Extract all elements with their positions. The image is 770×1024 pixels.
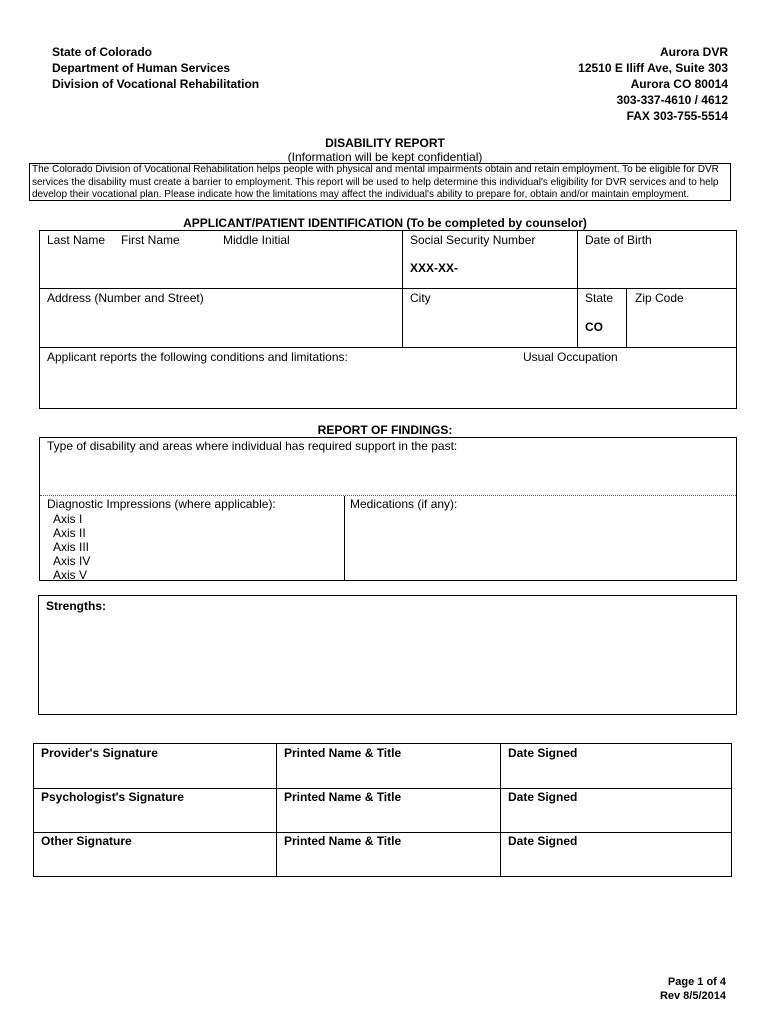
first-name-label: First Name <box>121 233 180 247</box>
signature-label: Psychologist's Signature <box>41 790 184 804</box>
city-label: City <box>410 291 431 305</box>
date-signed-field[interactable] <box>501 744 731 788</box>
dob-label: Date of Birth <box>585 233 652 247</box>
disability-type-label: Type of disability and areas where individual has required support in the past: <box>47 439 458 453</box>
axis-label: Axis IV <box>53 554 91 568</box>
agency-line: State of Colorado <box>52 45 153 59</box>
last-name-label: Last Name <box>47 233 106 247</box>
agency-block <box>52 44 259 92</box>
occupation-field[interactable] <box>501 348 736 408</box>
signature-row <box>34 833 733 877</box>
ssn-value: XXX-XX- <box>410 261 459 275</box>
identification-section-title: APPLICANT/PATIENT IDENTIFICATION (To be completed by counselor) <box>183 216 587 230</box>
printed-name-label: Printed Name & Title <box>284 834 402 848</box>
printed-name-field[interactable] <box>277 833 500 876</box>
signature-row <box>34 744 733 788</box>
ssn-label: Social Security Number <box>410 233 536 247</box>
page-number: Page 1 of 4 <box>667 976 726 988</box>
printed-name-label: Printed Name & Title <box>284 790 402 804</box>
report-subtitle: (Information will be kept confidential) <box>287 150 483 164</box>
signature-label: Provider's Signature <box>41 746 158 760</box>
office-line: 12510 E Iliff Ave, Suite 303 <box>578 61 728 75</box>
date-signed-label: Date Signed <box>508 790 578 804</box>
axis-label: Axis I <box>53 512 83 526</box>
printed-name-field[interactable] <box>277 744 500 788</box>
city-field[interactable] <box>403 289 577 347</box>
dob-field[interactable] <box>578 231 736 288</box>
medications-field[interactable] <box>345 496 736 580</box>
medications-label: Medications (if any): <box>350 497 458 511</box>
intro-paragraph <box>29 163 731 201</box>
date-signed-field[interactable] <box>501 833 731 876</box>
middle-initial-label: Middle Initial <box>223 233 290 247</box>
provider-signature-field[interactable] <box>34 744 276 788</box>
page-footer <box>660 975 726 1003</box>
axis-label: Axis II <box>53 526 86 540</box>
zip-field[interactable] <box>627 289 736 347</box>
other-signature-field[interactable] <box>34 833 276 876</box>
date-signed-field[interactable] <box>501 789 731 832</box>
state-field[interactable] <box>578 289 626 347</box>
diagnostic-label: Diagnostic Impressions (where applicable): <box>47 497 276 511</box>
office-line: FAX 303-755-5514 <box>626 109 728 123</box>
agency-line: Department of Human Services <box>52 61 231 75</box>
address-label: Address (Number and Street) <box>47 291 204 305</box>
findings-section-title: REPORT OF FINDINGS: <box>317 423 453 437</box>
state-label: State <box>585 291 614 305</box>
signature-table <box>33 743 732 877</box>
ssn-field[interactable] <box>403 231 577 288</box>
printed-name-label: Printed Name & Title <box>284 746 402 760</box>
name-field[interactable] <box>40 231 402 288</box>
diagnostic-field[interactable] <box>40 496 344 580</box>
findings-table <box>39 437 737 581</box>
disability-type-field[interactable] <box>40 438 736 495</box>
axis-label: Axis III <box>53 540 90 554</box>
intro-line: services the disability must create a barrier to employment. This report will be used to help determine this individual's eligibility for DVR services and to help <box>32 176 719 188</box>
strengths-field[interactable] <box>38 595 737 715</box>
state-value: CO <box>585 320 603 334</box>
signature-row <box>34 789 733 833</box>
printed-name-field[interactable] <box>277 789 500 832</box>
address-field[interactable] <box>40 289 402 347</box>
psychologist-signature-field[interactable] <box>34 789 276 832</box>
agency-line: Division of Vocational Rehabilitation <box>52 77 260 91</box>
office-address-block <box>578 44 728 124</box>
occupation-label: Usual Occupation <box>523 350 618 364</box>
strengths-label: Strengths: <box>46 599 106 613</box>
conditions-field[interactable] <box>40 348 500 408</box>
zip-label: Zip Code <box>635 291 684 305</box>
office-line: Aurora CO 80014 <box>630 77 728 91</box>
conditions-label: Applicant reports the following conditions and limitations: <box>47 350 348 364</box>
date-signed-label: Date Signed <box>508 834 578 848</box>
report-title: DISABILITY REPORT <box>325 136 445 150</box>
axis-label: Axis V <box>53 568 88 582</box>
office-line: 303-337-4610 / 4612 <box>616 93 728 107</box>
intro-line: develop their vocational plan. Please indicate how the limitations may affect the individual's ability to prepare for, obtain and/or maintain employment. <box>32 189 690 201</box>
signature-label: Other Signature <box>41 834 132 848</box>
intro-line: The Colorado Division of Vocational Rehabilitation helps people with physical and mental impairments obtain and retain employment. To be eligible for DVR <box>32 164 719 175</box>
identification-table <box>39 230 737 409</box>
date-signed-label: Date Signed <box>508 746 578 760</box>
office-line: Aurora DVR <box>659 45 728 59</box>
revision-date: Rev 8/5/2014 <box>659 990 726 1002</box>
